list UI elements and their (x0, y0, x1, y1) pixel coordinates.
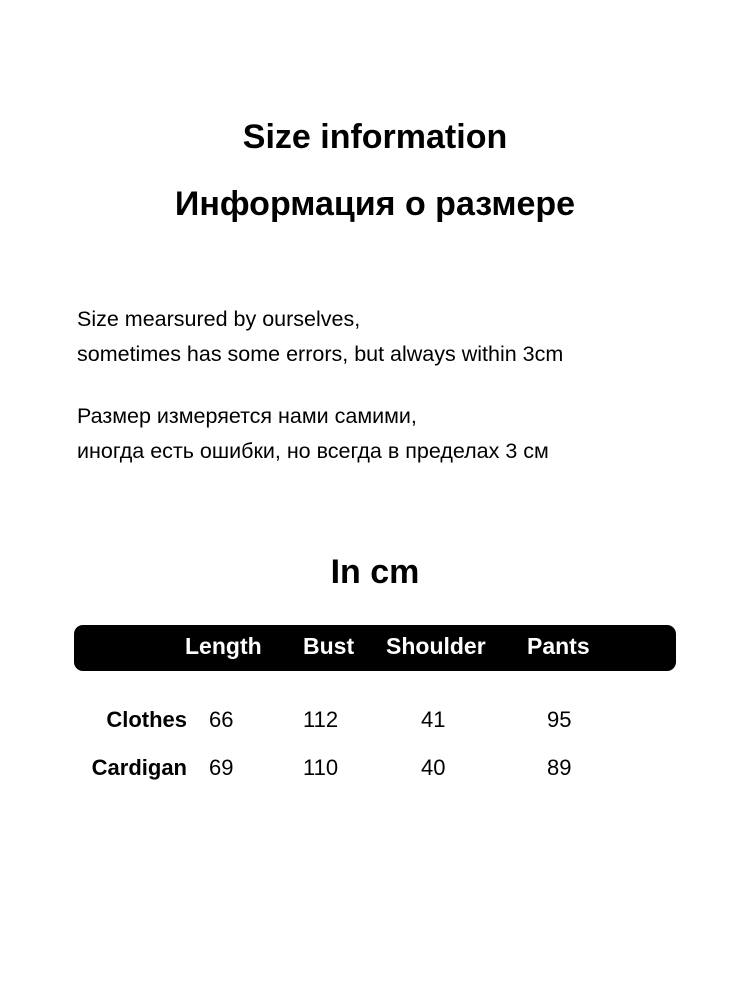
page-title-russian: Информация о размере (174, 185, 576, 223)
cell-bust: 110 (303, 755, 339, 780)
measurement-note-english (77, 302, 717, 372)
table-row (0, 748, 750, 788)
page-title: Size information (242, 118, 508, 156)
row-label: Cardigan (91, 755, 187, 780)
table-row (0, 700, 750, 740)
cell-shoulder: 40 (421, 755, 446, 780)
note-line: иногда есть ошибки, но всегда в пределах 3 см (77, 439, 549, 463)
note-line: sometimes has some errors, but always within 3cm (77, 342, 564, 366)
column-header-bust: Bust (303, 633, 355, 659)
column-header-shoulder: Shoulder (386, 633, 486, 659)
unit-title: In cm (330, 553, 420, 591)
note-line: Размер измеряется нами самими, (77, 404, 417, 428)
cell-shoulder: 41 (421, 707, 446, 732)
cell-pants: 89 (547, 755, 572, 780)
cell-bust: 112 (303, 707, 339, 732)
cell-length: 66 (209, 707, 234, 732)
cell-length: 69 (209, 755, 234, 780)
column-header-length: Length (185, 633, 262, 659)
size-table-header (74, 625, 676, 671)
cell-pants: 95 (547, 707, 572, 732)
column-header-pants: Pants (527, 633, 590, 659)
note-line: Size mearsured by ourselves, (77, 307, 361, 331)
row-label: Clothes (106, 707, 187, 732)
measurement-note-russian (77, 399, 717, 469)
